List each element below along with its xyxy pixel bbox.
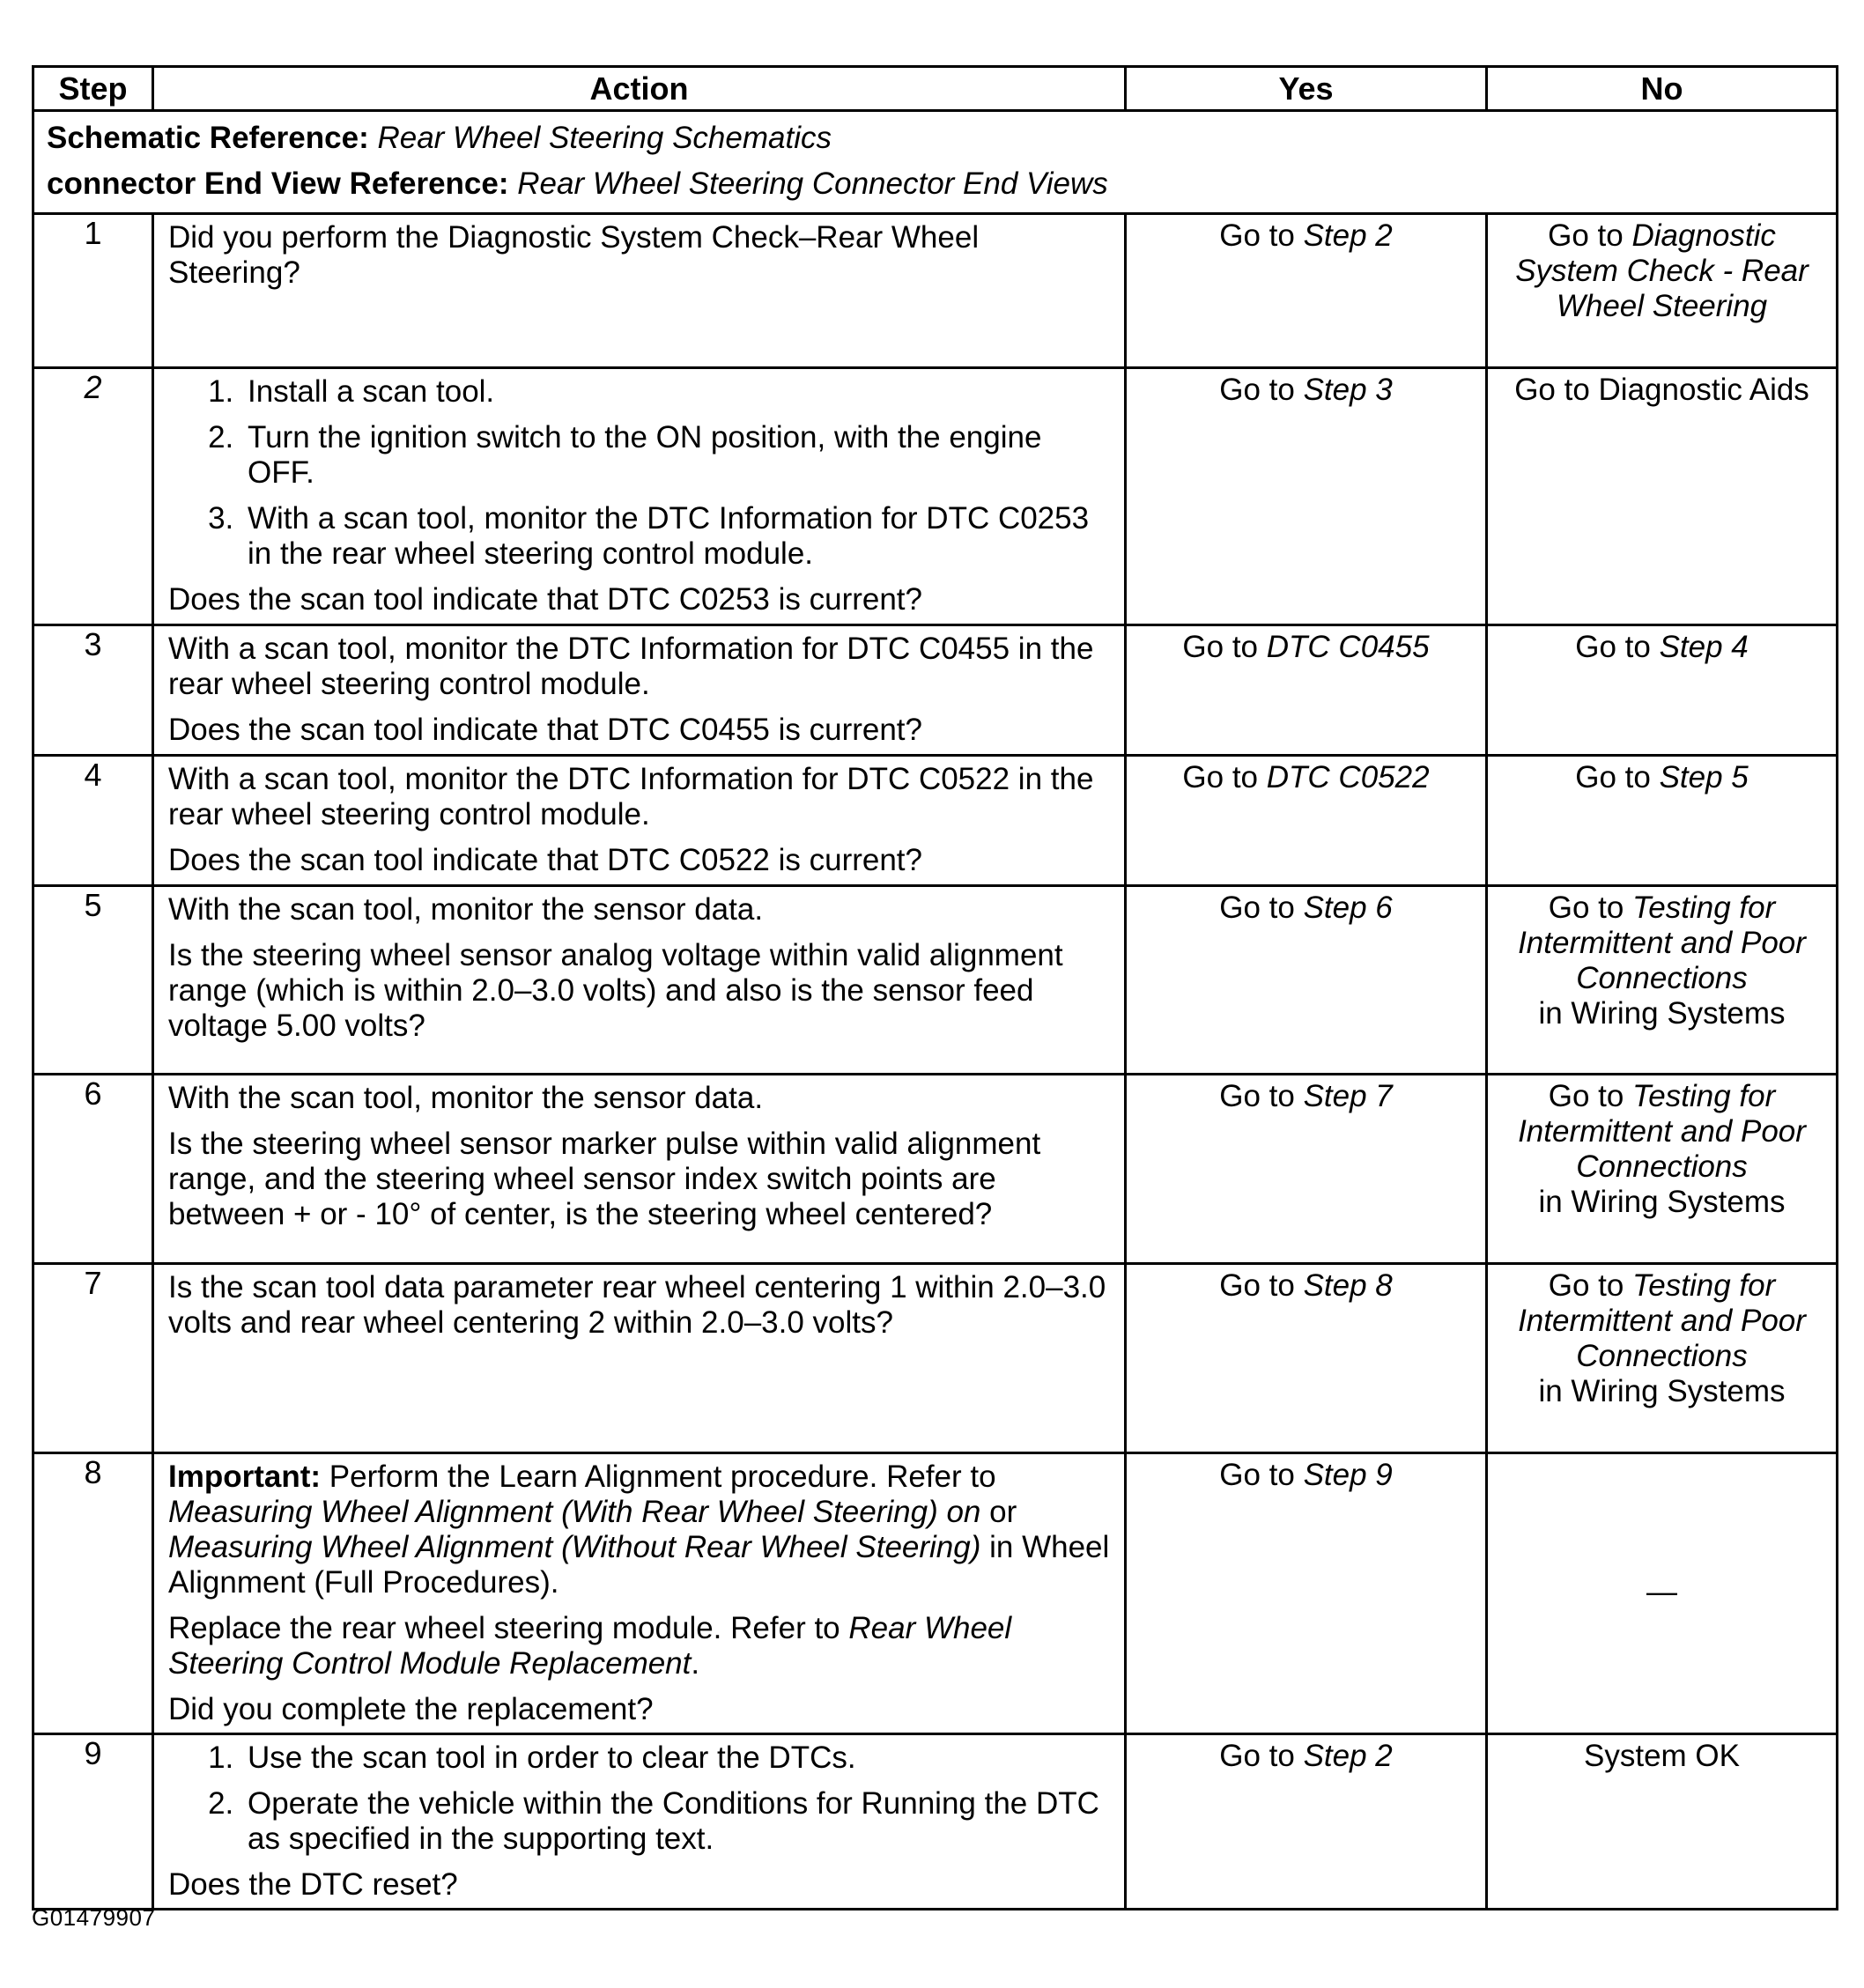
no-link[interactable]: Testing for Intermittent and Poor Connections xyxy=(1518,1268,1806,1373)
action-instruction: With a scan tool, monitor the DTC Information for DTC C0455 in the rear wheel steering control module. xyxy=(168,632,1094,701)
step-number: 3 xyxy=(33,625,153,756)
goto-text: Go to xyxy=(1219,1458,1295,1492)
alignment-without-rws-link[interactable]: Measuring Wheel Alignment (Without Rear Wheel Steering) xyxy=(168,1530,981,1564)
schematic-reference-link[interactable]: Rear Wheel Steering Schematics xyxy=(377,121,832,155)
no-dash: — xyxy=(1646,1575,1677,1609)
step-number: 2 xyxy=(33,368,153,625)
goto-text: Go to xyxy=(1548,1079,1624,1113)
step-number: 9 xyxy=(33,1734,153,1910)
action-question: Did you complete the replacement? xyxy=(168,1692,654,1726)
goto-text: Go to xyxy=(1219,218,1295,253)
table-row xyxy=(33,1264,1838,1453)
diagnostic-table-container xyxy=(32,65,1836,1910)
table-row xyxy=(33,886,1838,1075)
table-row xyxy=(33,1075,1838,1264)
header-yes: Yes xyxy=(1126,67,1487,111)
goto-text: Go to xyxy=(1219,373,1295,407)
list-item: 3. With a scan tool, monitor the DTC Information for DTC C0253 in the rear wheel steering control module. xyxy=(242,501,1110,572)
full-procedures-text: (Full Procedures). xyxy=(314,1565,559,1600)
figure-code: G01479907 xyxy=(32,1904,156,1931)
list-item: 1. Use the scan tool in order to clear the DTCs. xyxy=(242,1740,1110,1776)
yes-link[interactable]: Step 3 xyxy=(1303,373,1393,407)
module-replacement-link[interactable]: Rear Wheel Steering Control Module Replacement xyxy=(168,1611,1012,1681)
goto-text: Go to xyxy=(1219,1268,1295,1303)
step-number: 4 xyxy=(33,756,153,886)
no-link[interactable]: Testing for Intermittent and Poor Connections xyxy=(1518,1079,1806,1184)
action-question: Does the scan tool indicate that DTC C0522 is current? xyxy=(168,843,922,877)
important-label: Important: xyxy=(168,1460,322,1494)
action-question: Does the DTC reset? xyxy=(168,1867,458,1902)
no-cell xyxy=(1487,1453,1838,1734)
action-cell xyxy=(153,886,1126,1075)
action-question: Does the scan tool indicate that DTC C0455 is current? xyxy=(168,713,922,747)
action-cell xyxy=(153,1264,1126,1453)
header-action: Action xyxy=(153,67,1126,111)
header-row xyxy=(33,67,1838,111)
yes-link[interactable]: Step 2 xyxy=(1303,218,1393,253)
goto-text: Go to xyxy=(1219,1739,1295,1773)
action-instruction: With the scan tool, monitor the sensor data. xyxy=(168,1081,764,1115)
header-no: No xyxy=(1487,67,1838,111)
goto-text: Go to xyxy=(1182,760,1259,794)
schematic-reference xyxy=(47,115,1827,161)
goto-text: Go to xyxy=(1182,630,1259,664)
no-link[interactable]: Diagnostic System Check - Rear Wheel Steering xyxy=(1515,218,1809,323)
no-cell xyxy=(1487,1264,1838,1453)
table-row xyxy=(33,214,1838,368)
table-row xyxy=(33,1734,1838,1910)
no-cell xyxy=(1487,1075,1838,1264)
goto-text: Go to xyxy=(1548,891,1624,925)
no-link[interactable]: Go to Diagnostic Aids xyxy=(1514,373,1809,407)
no-link[interactable]: Step 4 xyxy=(1659,630,1749,664)
yes-cell xyxy=(1126,214,1487,368)
step-number: 5 xyxy=(33,886,153,1075)
action-cell xyxy=(153,1734,1126,1910)
yes-cell xyxy=(1126,625,1487,756)
yes-cell xyxy=(1126,368,1487,625)
table-row xyxy=(33,756,1838,886)
no-link[interactable]: Testing for Intermittent and Poor Connections xyxy=(1518,891,1806,995)
action-question: Is the scan tool data parameter rear wheel centering 1 within 2.0–3.0 volts and rear wheel centering 2 within 2.0–3.0 volts? xyxy=(168,1270,1106,1340)
no-link-tail: in Wiring Systems xyxy=(1538,1374,1786,1408)
action-cell xyxy=(153,1453,1126,1734)
action-question: Is the steering wheel sensor marker pulse within valid alignment range, and the steering wheel sensor index switch points are between + or - 10° of center, is the steering wheel centered? xyxy=(168,1127,1041,1231)
yes-cell xyxy=(1126,1453,1487,1734)
no-cell xyxy=(1487,886,1838,1075)
goto-text: Go to xyxy=(1548,1268,1624,1303)
no-cell xyxy=(1487,625,1838,756)
no-cell xyxy=(1487,756,1838,886)
action-cell xyxy=(153,368,1126,625)
schematic-reference-label: Schematic Reference: xyxy=(47,121,369,155)
diagnostic-table xyxy=(32,65,1838,1910)
or-text: or xyxy=(989,1495,1017,1529)
yes-link[interactable]: DTC C0455 xyxy=(1266,630,1430,664)
action-steps-list xyxy=(168,1740,1110,1857)
connector-reference xyxy=(47,161,1827,207)
yes-link[interactable]: Step 6 xyxy=(1303,891,1393,925)
no-cell xyxy=(1487,214,1838,368)
yes-link[interactable]: Step 8 xyxy=(1303,1268,1393,1303)
action-cell xyxy=(153,625,1126,756)
goto-text: Go to xyxy=(1575,760,1651,794)
yes-cell xyxy=(1126,886,1487,1075)
action-steps-list xyxy=(168,374,1110,572)
action-cell xyxy=(153,214,1126,368)
step-number: 7 xyxy=(33,1264,153,1453)
action-question: Does the scan tool indicate that DTC C0253 is current? xyxy=(168,582,922,617)
list-item: 2. Operate the vehicle within the Conditions for Running the DTC as specified in the supporting text. xyxy=(242,1786,1110,1857)
yes-link[interactable]: Step 9 xyxy=(1303,1458,1393,1492)
connector-reference-label: connector End View Reference: xyxy=(47,166,509,201)
no-result: System OK xyxy=(1584,1739,1740,1773)
important-text: Perform the Learn Alignment procedure. Refer to xyxy=(329,1460,996,1494)
goto-text: Go to xyxy=(1219,891,1295,925)
action-instruction: With a scan tool, monitor the DTC Information for DTC C0522 in the rear wheel steering control module. xyxy=(168,762,1094,831)
goto-text: Go to xyxy=(1219,1079,1295,1113)
replace-text: Replace the rear wheel steering module. Refer to xyxy=(168,1611,840,1645)
step-number: 6 xyxy=(33,1075,153,1264)
yes-cell xyxy=(1126,1734,1487,1910)
no-cell xyxy=(1487,1734,1838,1910)
no-link-tail: in Wiring Systems xyxy=(1538,996,1786,1031)
action-instruction: With the scan tool, monitor the sensor data. xyxy=(168,892,764,927)
references-cell xyxy=(33,111,1838,214)
references-row xyxy=(33,111,1838,214)
no-cell xyxy=(1487,368,1838,625)
replace-instruction: Replace the rear wheel steering module. Refer to Rear Wheel Steering Control Module Replacement. xyxy=(168,1611,1012,1681)
important-note xyxy=(168,1460,1110,1600)
table-row xyxy=(33,368,1838,625)
list-item: 1. Install a scan tool. xyxy=(242,374,1110,410)
no-link-tail: in Wiring Systems xyxy=(1538,1185,1786,1219)
header-step: Step xyxy=(33,67,153,111)
yes-link[interactable]: Step 7 xyxy=(1303,1079,1393,1113)
action-cell xyxy=(153,756,1126,886)
yes-cell xyxy=(1126,756,1487,886)
table-row xyxy=(33,625,1838,756)
yes-link[interactable]: DTC C0522 xyxy=(1266,760,1430,794)
action-question: Is the steering wheel sensor analog voltage within valid alignment range (which is within 2.0–3.0 volts) and also is the sensor feed voltage 5.00 volts? xyxy=(168,938,1063,1043)
step-number: 1 xyxy=(33,214,153,368)
alignment-with-rws-link[interactable]: Measuring Wheel Alignment (With Rear Wheel Steering) on xyxy=(168,1495,981,1529)
action-question: Did you perform the Diagnostic System Check–Rear Wheel Steering? xyxy=(168,220,980,290)
step-number: 8 xyxy=(33,1453,153,1734)
list-item: 2. Turn the ignition switch to the ON position, with the engine OFF. xyxy=(242,420,1110,491)
connector-reference-link[interactable]: Rear Wheel Steering Connector End Views xyxy=(517,166,1108,201)
yes-cell xyxy=(1126,1075,1487,1264)
in-wheel-alignment-text: in Wheel Alignment xyxy=(168,1530,1110,1600)
no-link[interactable]: Step 5 xyxy=(1659,760,1749,794)
goto-text: Go to xyxy=(1548,218,1624,253)
table-row xyxy=(33,1453,1838,1734)
yes-cell xyxy=(1126,1264,1487,1453)
goto-text: Go to xyxy=(1575,630,1651,664)
action-cell xyxy=(153,1075,1126,1264)
yes-link[interactable]: Step 2 xyxy=(1303,1739,1393,1773)
